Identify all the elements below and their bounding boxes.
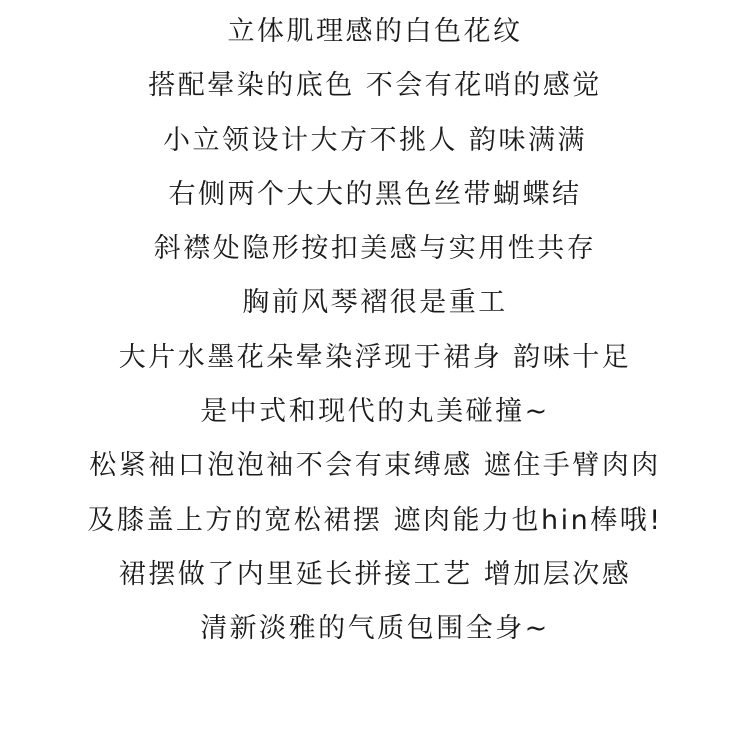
description-line: 立体肌理感的白色花纹 <box>227 16 523 47</box>
description-line: 是中式和现代的丸美碰撞~ <box>200 396 550 428</box>
description-line: 搭配晕染的底色 不会有花哨的感觉 <box>148 70 602 102</box>
description-line: 清新淡雅的气质包围全身~ <box>200 613 550 645</box>
description-line: 裙摆做了内里延长拼接工艺 增加层次感 <box>118 558 632 590</box>
description-line: 斜襟处隐形按扣美感与实用性共存 <box>153 233 597 265</box>
product-description <box>0 5 750 657</box>
description-line: 大片水墨花朵晕染浮现于裙身 韵味十足 <box>118 341 632 373</box>
description-line: 及膝盖上方的宽松裙摆 遮肉能力也hin棒哦! <box>87 504 663 536</box>
description-line: 小立领设计大方不挑人 韵味满满 <box>162 124 588 156</box>
description-line: 松紧袖口泡泡袖不会有束缚感 遮住手臂肉肉 <box>89 450 661 482</box>
description-line: 胸前风琴褶很是重工 <box>242 287 508 319</box>
description-line: 右侧两个大大的黑色丝带蝴蝶结 <box>168 178 582 210</box>
